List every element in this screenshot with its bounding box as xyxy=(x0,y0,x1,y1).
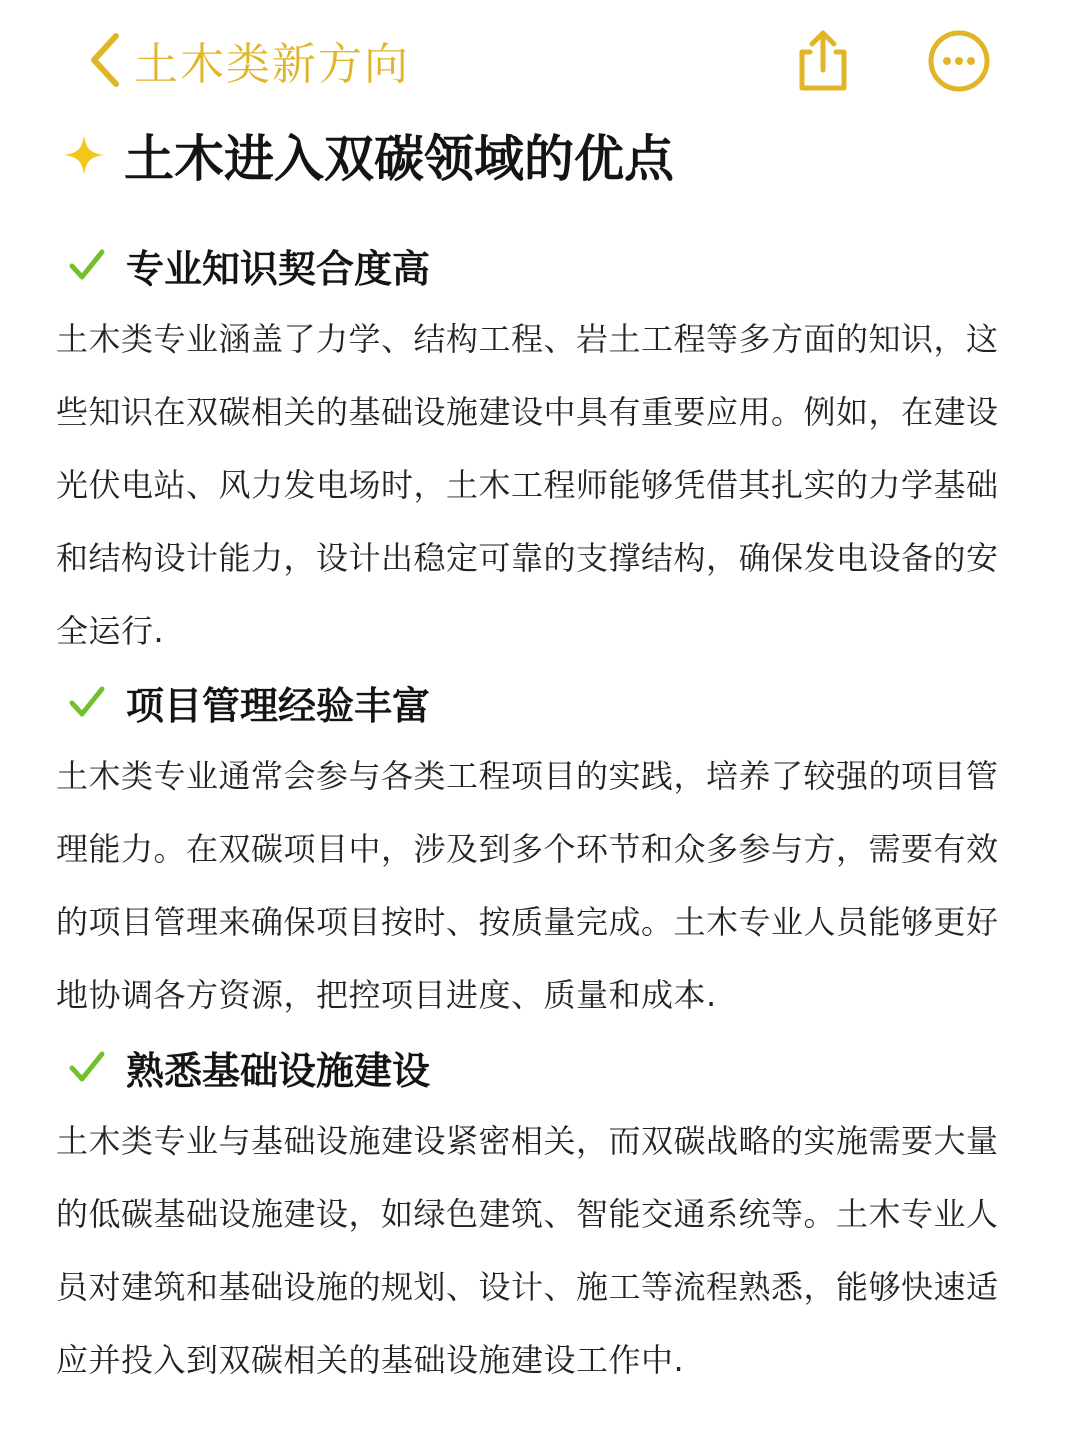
section-header xyxy=(56,670,1006,734)
title-row xyxy=(62,120,674,190)
section-project-management xyxy=(56,670,1006,1032)
chevron-left-icon xyxy=(84,30,124,90)
check-icon xyxy=(68,1048,106,1086)
back-button[interactable] xyxy=(84,24,410,96)
section-heading: 熟悉基础设施建设 xyxy=(126,1048,431,1093)
section-heading: 专业知识契合度高 xyxy=(126,246,431,291)
check-icon xyxy=(68,246,106,284)
check-icon xyxy=(68,683,106,721)
section-header xyxy=(56,1035,1006,1099)
section-body: 土木类专业涵盖了力学、结构工程、岩土工程等多方面的知识，这些知识在双碳相关的基础设施建设中具有重要应用。例如，在建设光伏电站、风力发电场时，土木工程师能够凭借其扎实的力学基础和结构设计能力，设计出稳定可靠的支撑结构，确保发电设备的安全运行. xyxy=(56,320,999,650)
section-body: 土木类专业通常会参与各类工程项目的实践，培养了较强的项目管理能力。在双碳项目中，涉及到多个环节和众多参与方，需要有效的项目管理来确保项目按时、按质量完成。土木专业人员能够更好地协调各方资源，把控项目进度、质量和成本. xyxy=(56,757,999,1014)
nav-bar xyxy=(0,0,1080,120)
section-infrastructure xyxy=(56,1035,1006,1397)
more-button[interactable] xyxy=(926,28,992,94)
section-header xyxy=(56,233,1006,297)
share-icon xyxy=(790,28,856,94)
sparkle-icon xyxy=(62,133,106,177)
back-label: 土木类新方向 xyxy=(134,39,410,90)
share-button[interactable] xyxy=(790,28,856,94)
section-body: 土木类专业与基础设施建设紧密相关，而双碳战略的实施需要大量的低碳基础设施建设，如绿色建筑、智能交通系统等。土木专业人员对建筑和基础设施的规划、设计、施工等流程熟悉，能够快速适应并投入到双碳相关的基础设施建设工作中. xyxy=(56,1122,999,1379)
more-dots-icon xyxy=(926,28,992,94)
page-title: 土木进入双碳领域的优点 xyxy=(124,130,674,188)
section-expertise xyxy=(56,233,1006,668)
section-heading: 项目管理经验丰富 xyxy=(126,683,431,728)
